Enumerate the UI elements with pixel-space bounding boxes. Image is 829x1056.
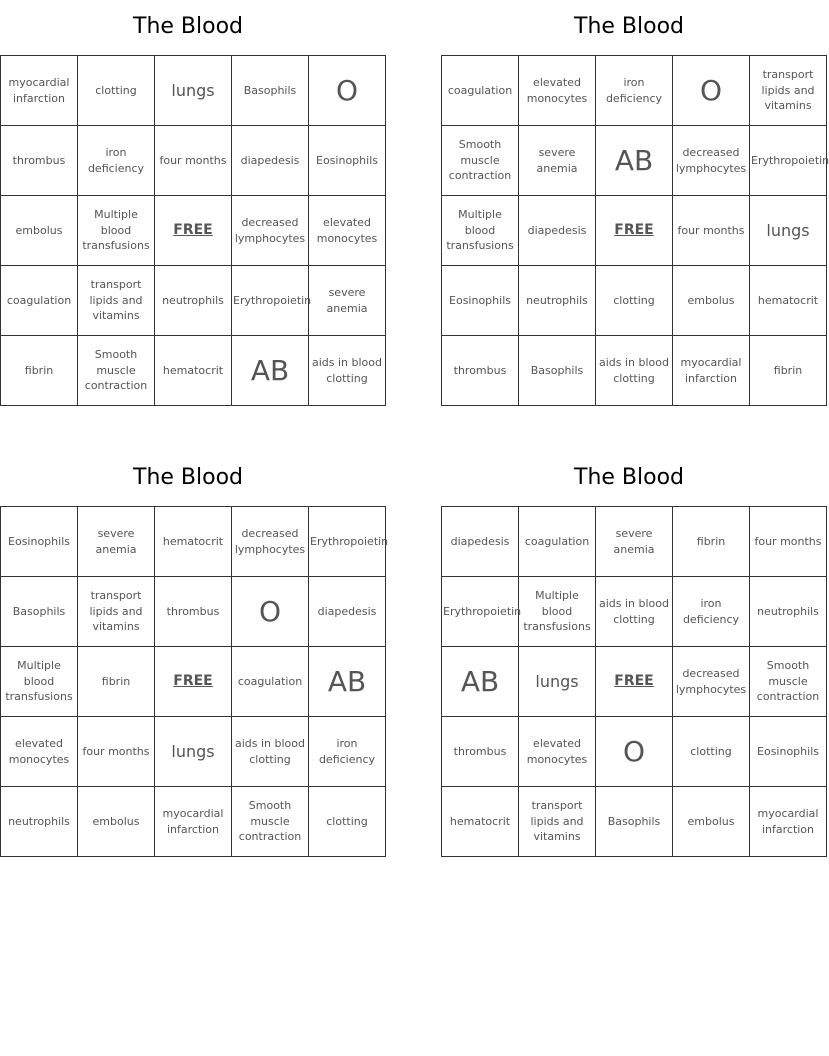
bingo-card-2 bbox=[441, 0, 829, 406]
bingo-cell: transport lipids and vitamins bbox=[519, 787, 596, 857]
bingo-cell: Basophils bbox=[519, 336, 596, 406]
bingo-row bbox=[442, 126, 827, 196]
bingo-row bbox=[1, 336, 386, 406]
bingo-row bbox=[442, 577, 827, 647]
bingo-cell: decreased lymphocytes bbox=[232, 507, 309, 577]
bingo-cell: thrombus bbox=[442, 717, 519, 787]
bingo-cell: Basophils bbox=[232, 56, 309, 126]
bingo-row bbox=[442, 56, 827, 126]
bingo-grid bbox=[441, 506, 827, 857]
bingo-cell: iron deficiency bbox=[596, 56, 673, 126]
bingo-cell: neutrophils bbox=[750, 577, 827, 647]
bingo-cell: decreased lymphocytes bbox=[232, 196, 309, 266]
bingo-cell: diapedesis bbox=[442, 507, 519, 577]
bingo-cell: Eosinophils bbox=[442, 266, 519, 336]
bingo-cell: Multiple blood transfusions bbox=[1, 647, 78, 717]
bingo-cell: Eosinophils bbox=[750, 717, 827, 787]
bingo-cell: neutrophils bbox=[519, 266, 596, 336]
bingo-cell: O bbox=[232, 577, 309, 647]
bingo-cell: myocardial infarction bbox=[673, 336, 750, 406]
bingo-cell: severe anemia bbox=[309, 266, 386, 336]
bingo-cell: neutrophils bbox=[1, 787, 78, 857]
bingo-cell: hematocrit bbox=[750, 266, 827, 336]
bingo-row bbox=[1, 266, 386, 336]
bingo-row bbox=[442, 647, 827, 717]
bingo-row bbox=[442, 787, 827, 857]
bingo-cell: transport lipids and vitamins bbox=[78, 577, 155, 647]
bingo-cell: coagulation bbox=[442, 56, 519, 126]
bingo-cell: Smooth muscle contraction bbox=[232, 787, 309, 857]
bingo-cell: iron deficiency bbox=[673, 577, 750, 647]
bingo-grid bbox=[441, 55, 827, 406]
bingo-cell: coagulation bbox=[232, 647, 309, 717]
bingo-row bbox=[1, 56, 386, 126]
bingo-cell: Erythropoietin bbox=[750, 126, 827, 196]
bingo-cell: four months bbox=[673, 196, 750, 266]
bingo-cell: thrombus bbox=[1, 126, 78, 196]
bingo-cell: severe anemia bbox=[78, 507, 155, 577]
bingo-cell: clotting bbox=[596, 266, 673, 336]
bingo-cell: iron deficiency bbox=[309, 717, 386, 787]
bingo-card-4 bbox=[441, 451, 822, 857]
bingo-row bbox=[1, 787, 386, 857]
bingo-cell: clotting bbox=[309, 787, 386, 857]
bingo-cell: clotting bbox=[673, 717, 750, 787]
bingo-card-3 bbox=[0, 451, 389, 857]
bingo-cell: lungs bbox=[750, 196, 827, 266]
bingo-cell: hematocrit bbox=[442, 787, 519, 857]
bingo-cell: lungs bbox=[519, 647, 596, 717]
bingo-row bbox=[1, 196, 386, 266]
bingo-cell: aids in blood clotting bbox=[596, 577, 673, 647]
bingo-cell: AB bbox=[596, 126, 673, 196]
bingo-cell: Basophils bbox=[1, 577, 78, 647]
bingo-cell: Smooth muscle contraction bbox=[78, 336, 155, 406]
bingo-row bbox=[442, 196, 827, 266]
bingo-cell: AB bbox=[309, 647, 386, 717]
bingo-row bbox=[442, 266, 827, 336]
bingo-cell: transport lipids and vitamins bbox=[750, 56, 827, 126]
bingo-cell: O bbox=[673, 56, 750, 126]
bingo-cell: four months bbox=[750, 507, 827, 577]
bingo-cell: thrombus bbox=[155, 577, 232, 647]
free-space-cell: FREE bbox=[596, 647, 673, 717]
bingo-cell: myocardial infarction bbox=[155, 787, 232, 857]
free-space-cell: FREE bbox=[155, 196, 232, 266]
bingo-cell: Erythropoietin bbox=[442, 577, 519, 647]
bingo-row bbox=[442, 336, 827, 406]
bingo-cell: severe anemia bbox=[596, 507, 673, 577]
bingo-cell: clotting bbox=[78, 56, 155, 126]
bingo-row bbox=[1, 717, 386, 787]
bingo-cell: elevated monocytes bbox=[1, 717, 78, 787]
bingo-cell: aids in blood clotting bbox=[596, 336, 673, 406]
bingo-cell: hematocrit bbox=[155, 336, 232, 406]
bingo-cell: severe anemia bbox=[519, 126, 596, 196]
bingo-cell: coagulation bbox=[1, 266, 78, 336]
bingo-cell: elevated monocytes bbox=[519, 717, 596, 787]
card-title: The Blood bbox=[574, 14, 684, 39]
bingo-cell: fibrin bbox=[78, 647, 155, 717]
bingo-cell: elevated monocytes bbox=[309, 196, 386, 266]
bingo-cell: embolus bbox=[1, 196, 78, 266]
card-title: The Blood bbox=[133, 465, 243, 490]
bingo-cell: Multiple blood transfusions bbox=[442, 196, 519, 266]
card-title: The Blood bbox=[133, 14, 243, 39]
bingo-cell: Basophils bbox=[596, 787, 673, 857]
bingo-cell: thrombus bbox=[442, 336, 519, 406]
bingo-cell: O bbox=[309, 56, 386, 126]
bingo-cell: fibrin bbox=[750, 336, 827, 406]
bingo-cell: lungs bbox=[155, 56, 232, 126]
bingo-cell: Multiple blood transfusions bbox=[519, 577, 596, 647]
bingo-cell: fibrin bbox=[673, 507, 750, 577]
bingo-cell: myocardial infarction bbox=[1, 56, 78, 126]
card-title: The Blood bbox=[574, 465, 684, 490]
bingo-cell: embolus bbox=[78, 787, 155, 857]
bingo-cell: Erythropoietin bbox=[309, 507, 386, 577]
bingo-cell: diapedesis bbox=[519, 196, 596, 266]
bingo-grid bbox=[0, 506, 389, 857]
bingo-cell: Smooth muscle contraction bbox=[442, 126, 519, 196]
bingo-cell: fibrin bbox=[1, 336, 78, 406]
bingo-grid bbox=[0, 55, 386, 406]
bingo-cell: coagulation bbox=[519, 507, 596, 577]
free-space-cell: FREE bbox=[596, 196, 673, 266]
bingo-cell: AB bbox=[232, 336, 309, 406]
bingo-cell: diapedesis bbox=[232, 126, 309, 196]
bingo-cell: diapedesis bbox=[309, 577, 386, 647]
bingo-cell: decreased lymphocytes bbox=[673, 647, 750, 717]
bingo-row bbox=[1, 577, 386, 647]
bingo-cell: neutrophils bbox=[155, 266, 232, 336]
bingo-row bbox=[1, 507, 386, 577]
bingo-cell: AB bbox=[442, 647, 519, 717]
bingo-cell: decreased lymphocytes bbox=[673, 126, 750, 196]
bingo-cell: embolus bbox=[673, 266, 750, 336]
bingo-cell: Eosinophils bbox=[1, 507, 78, 577]
bingo-cell: elevated monocytes bbox=[519, 56, 596, 126]
bingo-cell: Multiple blood transfusions bbox=[78, 196, 155, 266]
bingo-cell: lungs bbox=[155, 717, 232, 787]
bingo-cell: myocardial infarction bbox=[750, 787, 827, 857]
bingo-cell: aids in blood clotting bbox=[309, 336, 386, 406]
bingo-cell: Erythropoietin bbox=[232, 266, 309, 336]
bingo-row bbox=[1, 647, 386, 717]
bingo-cell: O bbox=[596, 717, 673, 787]
free-space-cell: FREE bbox=[155, 647, 232, 717]
bingo-cell: hematocrit bbox=[155, 507, 232, 577]
bingo-cell: four months bbox=[78, 717, 155, 787]
bingo-card-1 bbox=[0, 0, 382, 406]
bingo-cell: aids in blood clotting bbox=[232, 717, 309, 787]
bingo-cell: four months bbox=[155, 126, 232, 196]
bingo-cell: Smooth muscle contraction bbox=[750, 647, 827, 717]
bingo-cell: embolus bbox=[673, 787, 750, 857]
bingo-row bbox=[442, 507, 827, 577]
bingo-row bbox=[442, 717, 827, 787]
bingo-row bbox=[1, 126, 386, 196]
bingo-cell: transport lipids and vitamins bbox=[78, 266, 155, 336]
bingo-cell: iron deficiency bbox=[78, 126, 155, 196]
bingo-cell: Eosinophils bbox=[309, 126, 386, 196]
